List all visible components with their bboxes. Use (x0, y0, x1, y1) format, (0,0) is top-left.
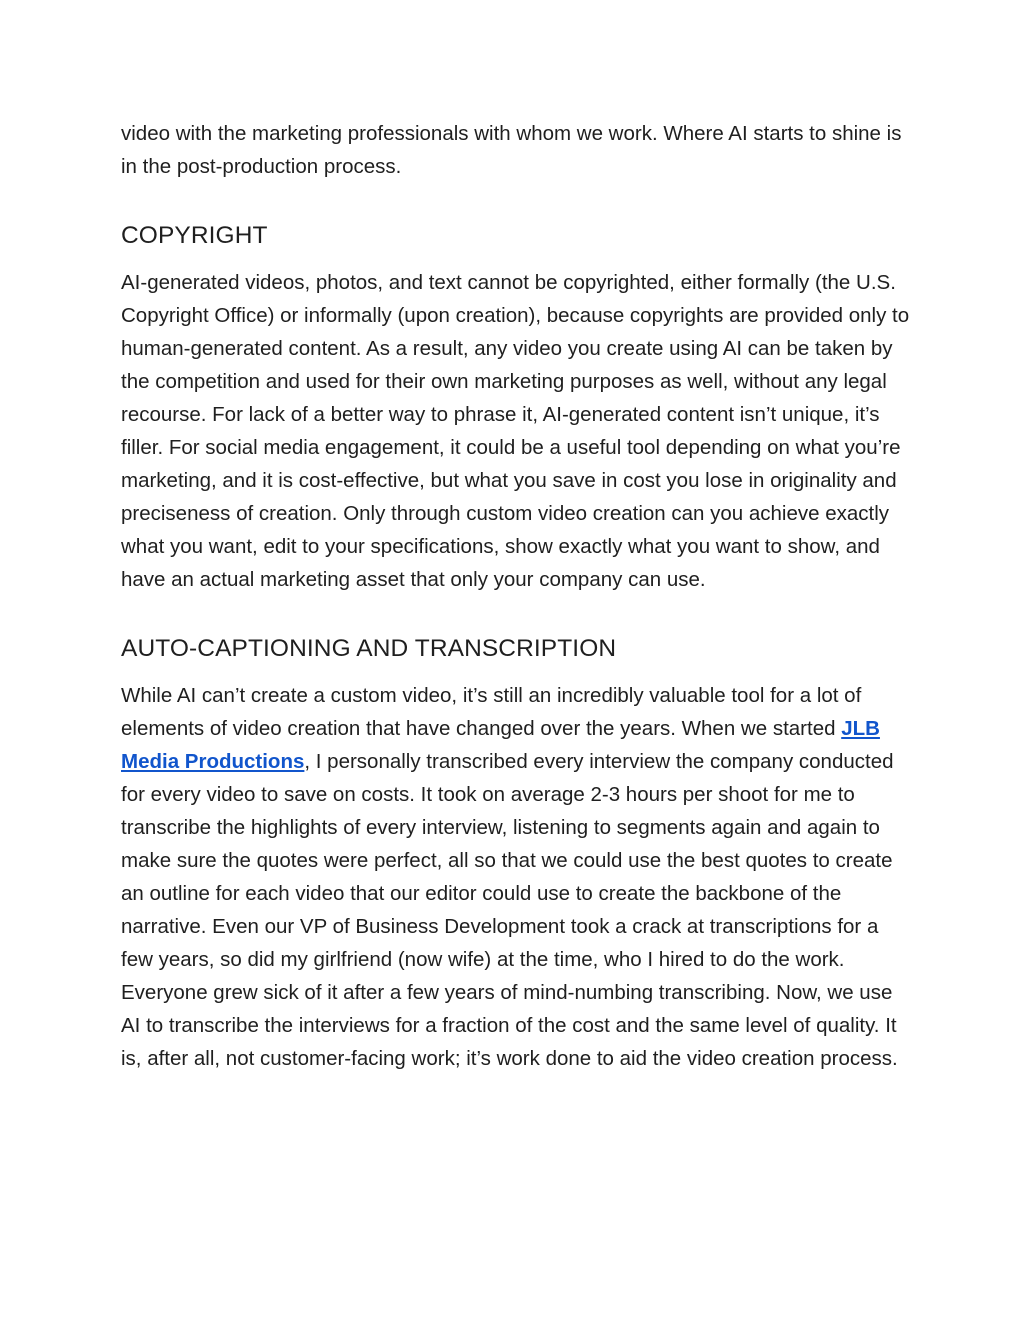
auto-captioning-text-before-link: While AI can’t create a custom video, it’s still an incredibly valuable tool for a lot of elements of video creation that have changed over the years. When we started (121, 684, 862, 740)
intro-paragraph: video with the marketing professionals with whom we work. Where AI starts to shine is in the post-production process. (121, 122, 902, 178)
jlb-media-productions-link[interactable]: JLB Media Productions (121, 717, 880, 773)
document-page (121, 117, 911, 1075)
auto-captioning-text-after-link: , I personally transcribed every interview the company conducted for every video to save on costs. It took on average 2-3 hours per shoot for me to transcribe the highlights of every interview, listening to segments again and again to make sure the quotes were perfect, all so that we could use the best quotes to create an outline for each video that our editor could use to create the backbone of the narrative. Even our VP of Business Development took a crack at transcriptions for a few years, so did my girlfriend (now wife) at the time, who I hired to do the work. Everyone grew sick of it after a few years of mind-numbing transcribing. Now, we use AI to transcribe the interviews for a fraction of the cost and the same level of quality. It is, after all, not customer-facing work; it’s work done to aid the video creation process. (121, 750, 898, 1070)
section-heading-copyright: COPYRIGHT (121, 222, 268, 249)
section-heading-auto-captioning: AUTO-CAPTIONING AND TRANSCRIPTION (121, 635, 617, 662)
auto-captioning-paragraph (121, 679, 911, 1075)
copyright-paragraph: AI-generated videos, photos, and text cannot be copyrighted, either formally (the U.S. Copyright Office) or informally (upon creation), because copyrights are provided only to human-generated content. As a result, any video you create using AI can be taken by the competition and used for their own marketing purposes as well, without any legal recourse. For lack of a better way to phrase it, AI-generated content isn’t unique, it’s filler. For social media engagement, it could be a useful tool depending on what you’re marketing, and it is cost-effective, but what you save in cost you lose in originality and preciseness of creation. Only through custom video creation can you achieve exactly what you want, edit to your specifications, show exactly what you want to show, and have an actual marketing asset that only your company can use. (121, 271, 910, 591)
